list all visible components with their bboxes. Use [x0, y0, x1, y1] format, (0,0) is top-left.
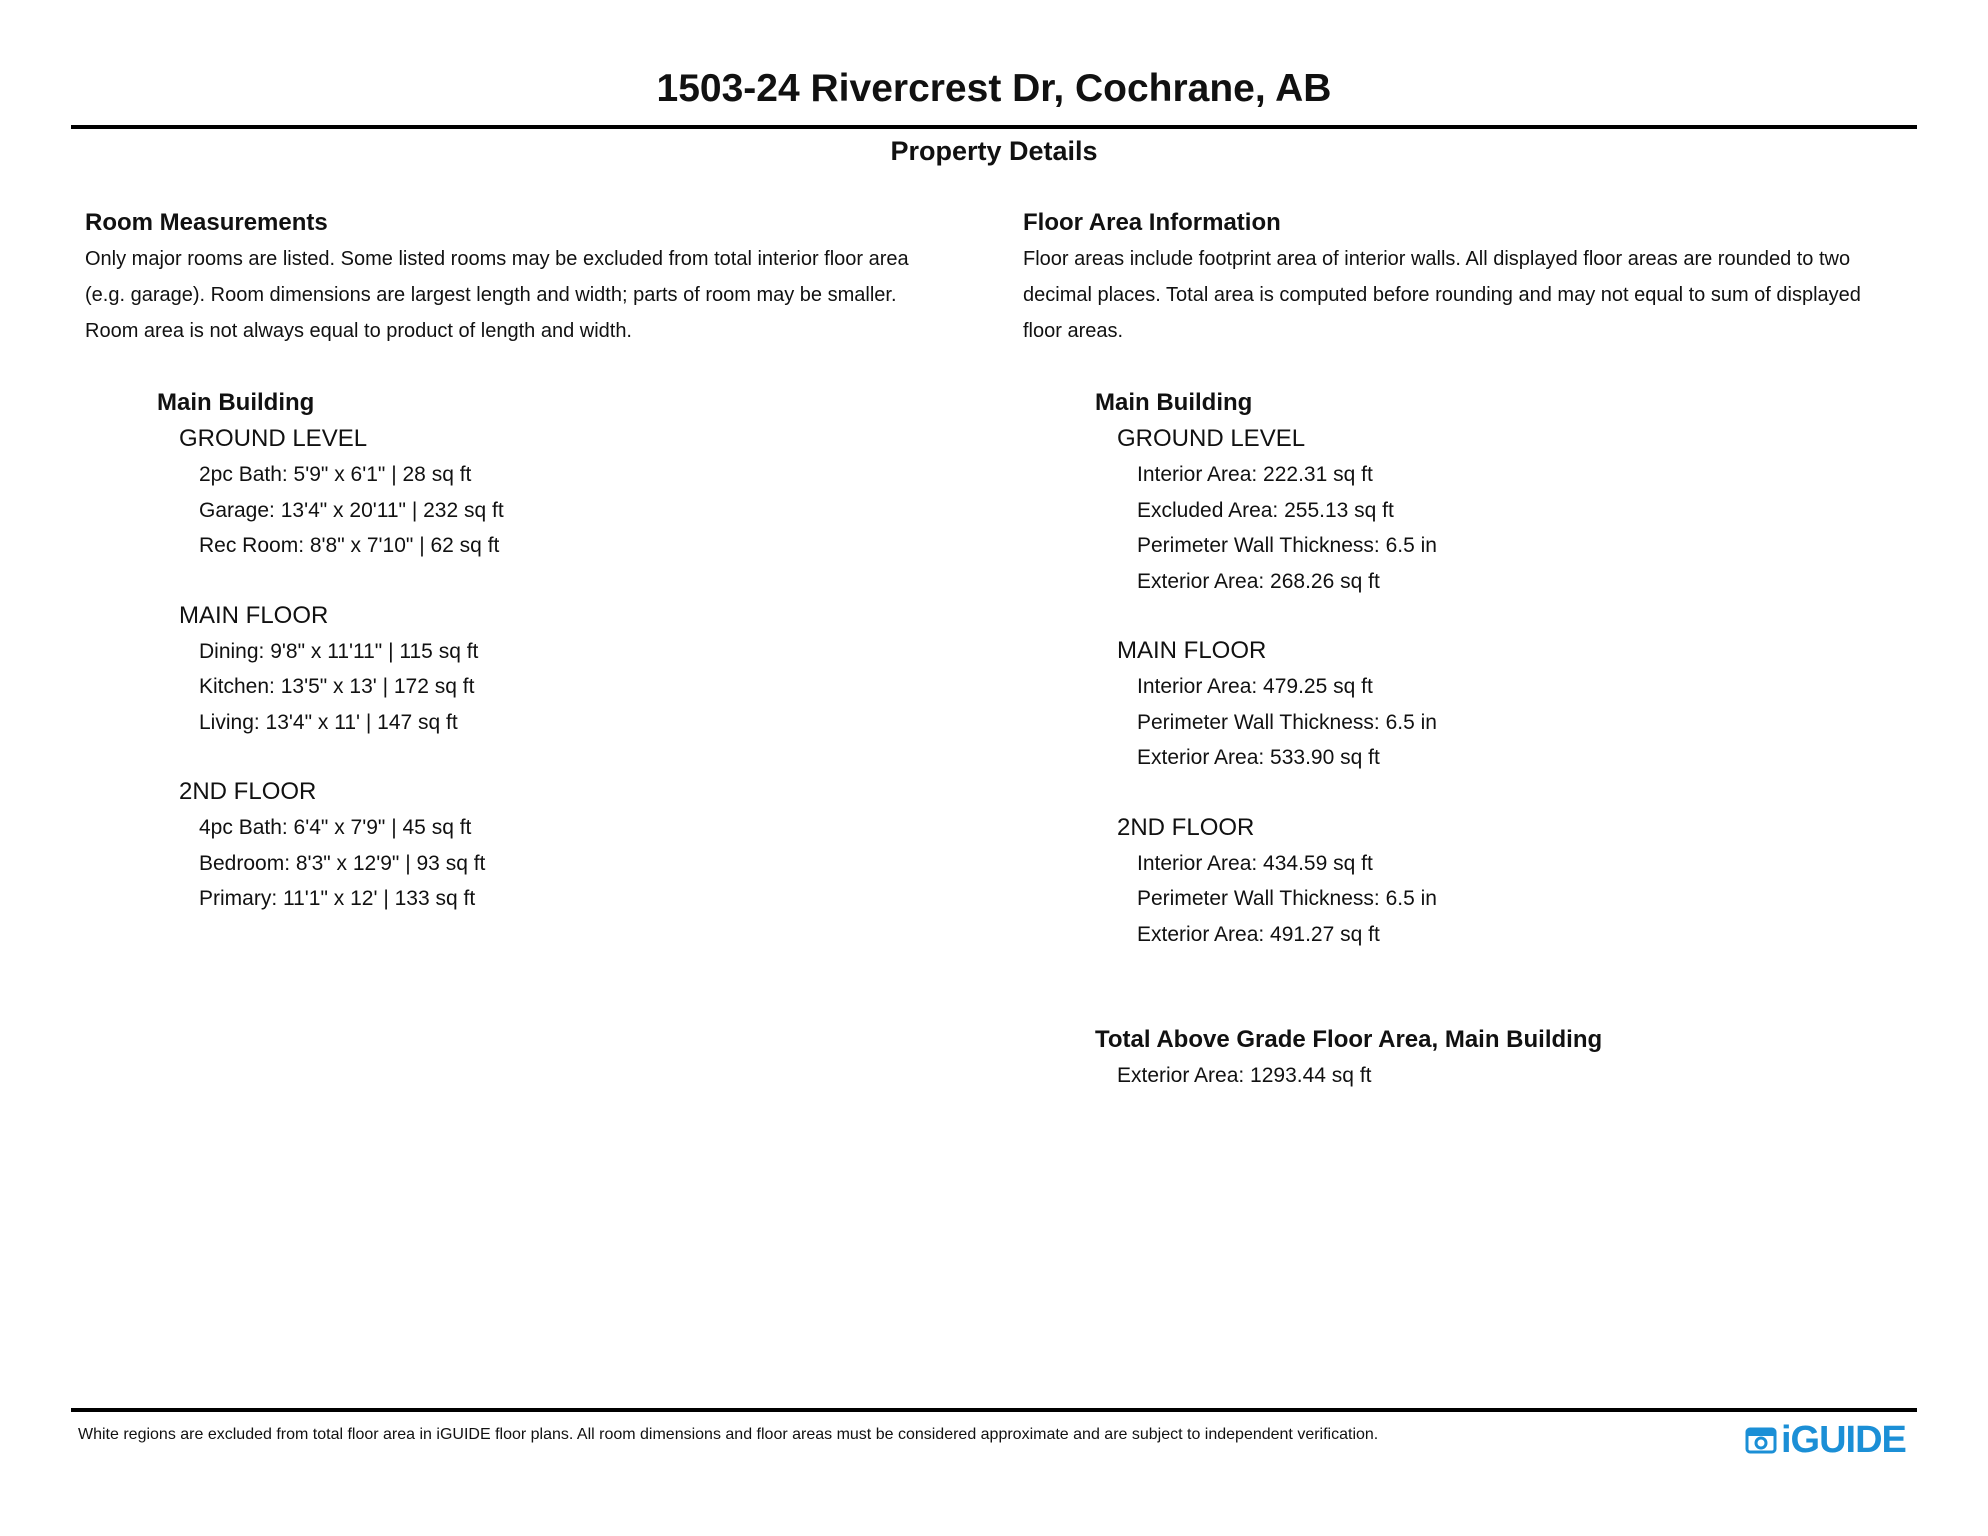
- floor-area-section: [1023, 205, 1923, 1094]
- room-item: 2pc Bath: 5'9" x 6'1" | 28 sq ft: [199, 463, 472, 486]
- footer-divider: [71, 1408, 1917, 1412]
- room-measurements-heading: Room Measurements: [85, 209, 328, 236]
- room-item: Living: 13'4" x 11' | 147 sq ft: [199, 710, 458, 734]
- level-name: GROUND LEVEL: [179, 425, 368, 452]
- footer-note: White regions are excluded from total floor area in iGUIDE floor plans. All room dimensions and floor areas must be considered approximate and are subject to independent verification.: [78, 1426, 1379, 1443]
- floor-area-intro-line: decimal places. Total area is computed before rounding and may not equal to sum of displayed: [1023, 284, 1861, 306]
- level-name: 2ND FLOOR: [179, 778, 317, 805]
- area-item: Exterior Area: 491.27 sq ft: [1137, 922, 1380, 946]
- area-item: Interior Area: 479.25 sq ft: [1137, 675, 1373, 698]
- room-item: Kitchen: 13'5" x 13' | 172 sq ft: [199, 675, 475, 698]
- area-item: Exterior Area: 533.90 sq ft: [1137, 746, 1380, 769]
- room-measurements-section: [85, 205, 1010, 917]
- room-item: Primary: 11'1" x 12' | 133 sq ft: [199, 887, 476, 910]
- area-item: Excluded Area: 255.13 sq ft: [1137, 498, 1394, 522]
- room-item: Garage: 13'4" x 20'11" | 232 sq ft: [199, 498, 504, 522]
- floor-area-intro-line: floor areas.: [1023, 320, 1124, 342]
- level-name: GROUND LEVEL: [1117, 425, 1306, 452]
- iguide-camera-icon: [1745, 1424, 1777, 1456]
- area-item: Exterior Area: 268.26 sq ft: [1137, 569, 1380, 593]
- area-item: Interior Area: 434.59 sq ft: [1137, 851, 1373, 875]
- room-item: Bedroom: 8'3" x 12'9" | 93 sq ft: [199, 851, 486, 875]
- room-measurements-building: [157, 385, 1010, 917]
- room-item: 4pc Bath: 6'4" x 7'9" | 45 sq ft: [199, 816, 472, 839]
- area-item: Perimeter Wall Thickness: 6.5 in: [1137, 534, 1437, 557]
- building-name: Main Building: [157, 389, 315, 416]
- room-item: Rec Room: 8'8" x 7'10" | 62 sq ft: [199, 534, 500, 557]
- building-name: Main Building: [1095, 389, 1253, 416]
- level-name: 2ND FLOOR: [1117, 813, 1255, 841]
- iguide-logo: [1745, 1420, 1906, 1460]
- room-measurements-intro-line: Room area is not always equal to product of length and width.: [85, 320, 632, 342]
- area-item: Perimeter Wall Thickness: 6.5 in: [1137, 887, 1437, 910]
- area-item: Interior Area: 222.31 sq ft: [1137, 463, 1373, 486]
- room-item: Dining: 9'8" x 11'11" | 115 sq ft: [199, 639, 479, 663]
- level-name: MAIN FLOOR: [179, 601, 329, 629]
- floor-area-building: [1095, 385, 1923, 1094]
- room-measurements-intro-line: (e.g. garage). Room dimensions are largest length and width; parts of room may be smaller.: [85, 284, 897, 306]
- area-item: Perimeter Wall Thickness: 6.5 in: [1137, 710, 1437, 734]
- iguide-logo-text: iGUIDE: [1781, 1419, 1906, 1461]
- floor-area-intro-line: Floor areas include footprint area of interior walls. All displayed floor areas are rounded to two: [1023, 248, 1851, 270]
- total-area-heading: Total Above Grade Floor Area, Main Building: [1095, 1026, 1603, 1053]
- page-title: 1503-24 Rivercrest Dr, Cochrane, AB: [656, 67, 1332, 110]
- total-area-value: Exterior Area: 1293.44 sq ft: [1117, 1064, 1372, 1087]
- level-name: MAIN FLOOR: [1117, 637, 1267, 664]
- page-subtitle: Property Details: [890, 136, 1098, 166]
- title-divider: [71, 125, 1917, 129]
- floor-area-heading: Floor Area Information: [1023, 209, 1281, 236]
- room-measurements-intro-line: Only major rooms are listed. Some listed rooms may be excluded from total interior floor area: [85, 248, 909, 270]
